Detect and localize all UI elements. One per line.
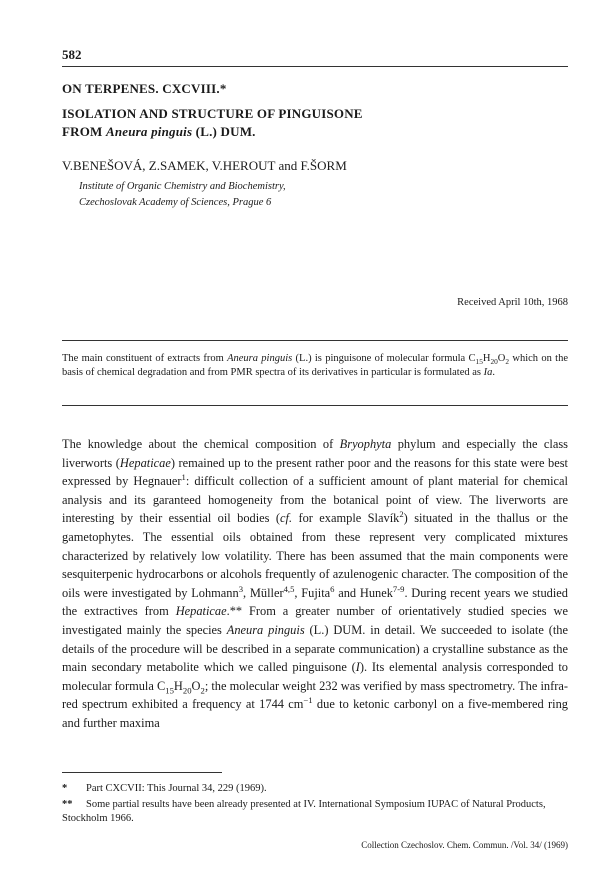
citation-2: 2 [399,509,404,520]
header-rule [62,66,568,67]
body-bryophyta: Bryophyta [339,437,392,451]
body-hepaticae-2: Hepaticae [175,604,227,619]
abstract-top-rule [62,340,568,341]
body-formula-h: 20 [182,685,192,696]
formula-h-label: H [482,353,491,364]
body-s7: , Müller [243,585,284,600]
title-species: Aneura pinguis [105,124,193,139]
footnote-2-text: Some partial results have been already presented at IV. International Symposium IUPAC of Natural Products, Stockholm 1966. [62,799,546,824]
body-ref-i: I [355,660,360,675]
title-line-2: ISOLATION AND STRUCTURE OF PINGUISONE [62,106,363,121]
affiliation-line-1: Institute of Organic Chemistry and Biochemistry, [79,181,286,192]
body-s2: phylum and especially the class liverworts ( [62,437,568,470]
footnote-1-mark: * [62,783,68,794]
page-number: 582 [62,47,82,62]
abstract-bottom-rule [62,405,568,406]
abstract [62,352,568,379]
abstract-species: Aneura pinguis [227,353,293,364]
affiliation-line-2: Czechoslovak Academy of Sciences, Prague 6 [79,197,272,208]
citation-6: 6 [330,583,335,594]
footnote-2 [62,798,568,826]
authors: V.BENEŠOVÁ, Z.SAMEK, V.HEROUT and F.ŠORM [62,158,347,173]
title-line-3-prefix: FROM [62,124,106,139]
journal-footer: Collection Czechoslov. Chem. Commun. /Vol. 34/ (1969) [361,840,568,850]
body-formula-o: 2 [200,685,205,696]
body-s12: (L.) DUM. in detail. We succeeded to isolate (the details of the procedure will be described in a separate communication) a crystalline substance as the main secondary metabolite which we called pinguisone ( [62,622,568,675]
body-paragraph-text [62,435,568,733]
abstract-text-1: The main constituent of extracts from [62,353,228,364]
title-line-3 [62,124,256,140]
body-s5: for example Slavík [292,511,400,526]
body-s8: , Fujita [294,585,331,600]
body-s14: ; the molecular weight 232 was verified by mass spectrometry. The infra-red spectrum exhibited a frequency at 1744 cm [62,678,568,712]
abstract-text-3: which on the basis of chemical degradation and from PMR spectra of its derivatives in particular is formulated as [62,353,568,378]
footnote-1-text: Part CXCVII: This Journal 34, 229 (1969). [86,783,267,794]
abstract-text-4: . [492,366,496,378]
citation-1: 1 [181,472,186,483]
citation-3: 3 [238,583,244,594]
body-s1: The knowledge about the chemical composition of [62,437,340,451]
formula-c-label: C [468,353,476,364]
body-s6: ) situated in the thallus or the gametophytes. The essential oils obtained from these represent very complicated mixtures characterized by relatively low volatility. There has been assumed that the main components were sesquiterpenic hydrocarbons or alcohols frequently of azulenogenic character. The composition of the oils were investigated by Lohmann [62,511,568,600]
body-cf: cf. [280,511,293,526]
abstract-text-2: (L.) is pinguisone of molecular formula [292,353,469,364]
body-s11: .** From a greater number of orientatively studied species we investigated mainly the species [62,604,569,637]
body-formula-o-label: O [191,678,201,693]
footnote-rule [62,772,222,773]
body-formula-c: 15 [165,685,174,696]
unit-exponent: −1 [303,695,313,706]
abstract-ref: Ia [483,366,493,378]
formula-o-count: 2 [505,357,510,367]
title-line-1: ON TERPENES. CXCVIII.* [62,81,227,96]
citation-7-9: 7-9 [392,583,405,594]
formula-o-label: O [497,353,506,364]
title-line-3-suffix: (L.) DUM. [192,124,256,139]
formula-h-count: 20 [490,357,498,367]
citation-4-5: 4,5 [283,583,295,594]
body-s3: ) remained up to the present rather poor and the reasons for this state were best expressed by Hegnauer [62,455,569,489]
body-formula-h-label: H [173,678,183,693]
body-s10: . During recent years we studied the extractives from [62,585,568,619]
body-s15: due to ketonic carbonyl on a five-membered ring and further maxima [62,697,568,730]
body-s4: : difficult collection of a sufficient amount of plant material for chemical analysis and its garanteed homogeneity from the botanical point of view. The liverworts are interesting by their essential oil bodies ( [62,474,568,526]
body-hepaticae: Hepaticae [119,455,171,470]
body-s13: ). Its elemental analysis corresponded to molecular formula C [62,660,568,693]
body-paragraph [62,435,568,733]
received-date: Received April 10th, 1968 [457,297,568,308]
formula-c-count: 15 [475,357,483,367]
body-s9: and Hunek [334,585,393,600]
body-aneura: Aneura pinguis [226,622,305,637]
footnote-1 [62,782,568,796]
footnote-2-mark: ** [62,799,73,810]
